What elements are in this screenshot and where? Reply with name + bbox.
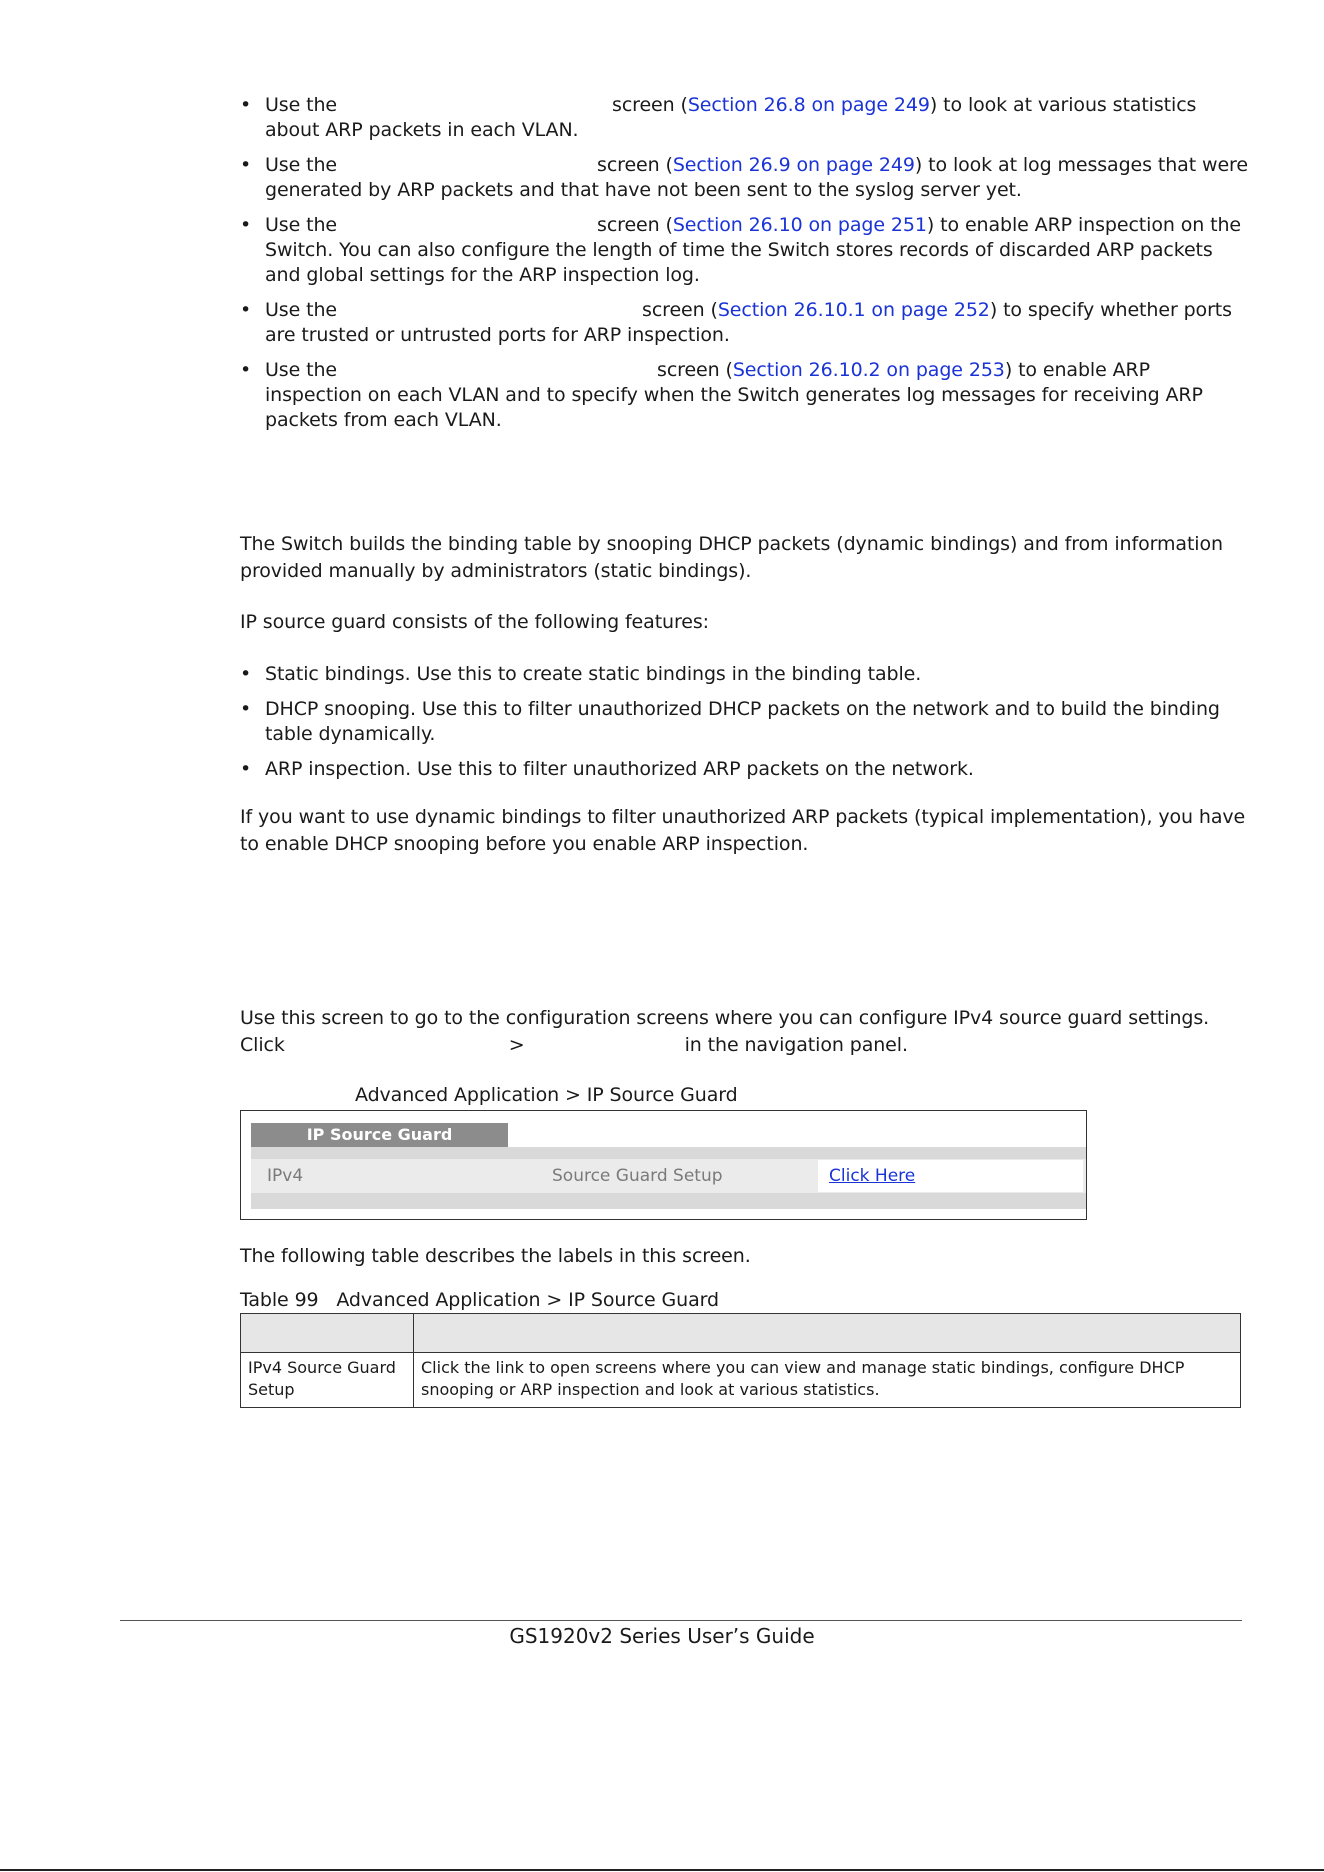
- list-item: [240, 298, 1250, 346]
- bullet-text: Use the: [265, 214, 338, 236]
- section-link[interactable]: Section 26.10.2 on page 253: [732, 359, 1005, 381]
- list-item: [240, 358, 1250, 431]
- bullet-text: screen (: [612, 94, 688, 116]
- bullet-text: ARP inspection. Use this to filter unauthorized ARP packets on the network.: [265, 758, 974, 780]
- list-item: [240, 153, 1250, 201]
- paragraph-features-intro: IP source guard consists of the following features:: [240, 611, 709, 633]
- paragraph-click-path: [240, 1033, 1250, 1058]
- bullet-text: Use the: [265, 359, 338, 381]
- list-item: [240, 662, 1250, 687]
- table-header-row: [241, 1314, 1241, 1353]
- bullet-dot: •: [240, 698, 252, 720]
- bullet-dot: •: [240, 94, 252, 116]
- tab-ip-source-guard: IP Source Guard: [251, 1123, 508, 1147]
- bullet-text: Static bindings. Use this to create static bindings in the binding table.: [265, 663, 922, 685]
- bullet-text: screen (: [597, 154, 673, 176]
- table-cell-label: IPv4 Source Guard Setup: [241, 1353, 414, 1408]
- bullet-text: Use the: [265, 94, 338, 116]
- figure-caption: Advanced Application > IP Source Guard: [355, 1084, 738, 1106]
- paragraph-dynamic-bindings: If you want to use dynamic bindings to filter unauthorized ARP packets (typical implementation), you have to enable DHCP snooping before you enable ARP inspection.: [240, 806, 1246, 855]
- paragraph-use-screen: Use this screen to go to the configuration screens where you can configure IPv4 source guard settings.: [240, 1007, 1210, 1029]
- bullet-dot: •: [240, 214, 252, 236]
- bullet-dot: •: [240, 299, 252, 321]
- bullet-text: ) to look at various statistics about ARP packets in each VLAN.: [265, 94, 1197, 141]
- bullet-text: screen (: [642, 299, 718, 321]
- bullet-dot: •: [240, 758, 252, 780]
- top-bullet-list: [240, 93, 1250, 431]
- bullet-text: screen (: [597, 214, 673, 236]
- table-caption: Table 99 Advanced Application > IP Source Guard: [240, 1289, 719, 1311]
- paragraph-binding-table: The Switch builds the binding table by snooping DHCP packets (dynamic bindings) and from information provided manually by administrators (static bindings).: [240, 533, 1223, 582]
- labels-table: [240, 1313, 1241, 1408]
- table-header-description: [414, 1314, 1241, 1353]
- bullet-text: DHCP snooping. Use this to filter unauthorized DHCP packets on the network and to build the binding table dynamically.: [265, 698, 1220, 745]
- bottom-edge-rule: [0, 1869, 1324, 1871]
- bullet-dot: •: [240, 663, 252, 685]
- section-link[interactable]: Section 26.10.1 on page 252: [717, 299, 990, 321]
- ip-source-guard-screen: [240, 1110, 1087, 1220]
- bullet-text: Use the: [265, 154, 338, 176]
- list-item: [240, 757, 1250, 782]
- section-link[interactable]: Section 26.9 on page 249: [672, 154, 915, 176]
- footer-rule: [120, 1620, 1242, 1621]
- features-bullet-list: [240, 662, 1250, 782]
- list-item: [240, 697, 1250, 747]
- path-separator: >: [508, 1034, 525, 1056]
- bullet-text: ) to specify whether ports are trusted or untrusted ports for ARP inspection.: [265, 299, 1232, 346]
- paragraph-table-intro: The following table describes the labels in this screen.: [240, 1245, 751, 1267]
- bullet-text: ) to look at log messages that were generated by ARP packets and that have not been sent to the syslog server yet.: [265, 154, 1248, 201]
- bullet-dot: •: [240, 359, 252, 381]
- bullet-text: ) to enable ARP inspection on the Switch. You can also configure the length of time the Switch stores records of discarded ARP packets and global settings for the ARP inspection log.: [265, 214, 1242, 286]
- list-item: [240, 213, 1250, 286]
- bullet-text: screen (: [657, 359, 733, 381]
- click-path-end: in the navigation panel.: [684, 1034, 908, 1056]
- bullet-text: Use the: [265, 299, 338, 321]
- table-cell-description: Click the link to open screens where you can view and manage static bindings, configure DHCP snooping or ARP inspection and look at various statistics.: [414, 1353, 1241, 1408]
- bullet-text: ) to enable ARP inspection on each VLAN and to specify when the Switch generates log messages for receiving ARP packets from each VLAN.: [265, 359, 1203, 431]
- footer-band: [251, 1193, 1086, 1209]
- section-link[interactable]: Section 26.8 on page 249: [687, 94, 930, 116]
- click-word: Click: [240, 1034, 285, 1056]
- section-link[interactable]: Section 26.10 on page 251: [672, 214, 927, 236]
- list-item: [240, 93, 1250, 141]
- table-header-label: [241, 1314, 414, 1353]
- link-cell: [818, 1160, 1083, 1192]
- header-band: [251, 1147, 1086, 1159]
- cell-source-guard-setup: Source Guard Setup: [552, 1166, 723, 1186]
- table-row: [241, 1353, 1241, 1408]
- click-here-link[interactable]: Click Here: [829, 1166, 916, 1186]
- cell-ipv4: IPv4: [267, 1166, 304, 1186]
- page-footer: GS1920v2 Series User’s Guide: [509, 1624, 815, 1648]
- bullet-dot: •: [240, 154, 252, 176]
